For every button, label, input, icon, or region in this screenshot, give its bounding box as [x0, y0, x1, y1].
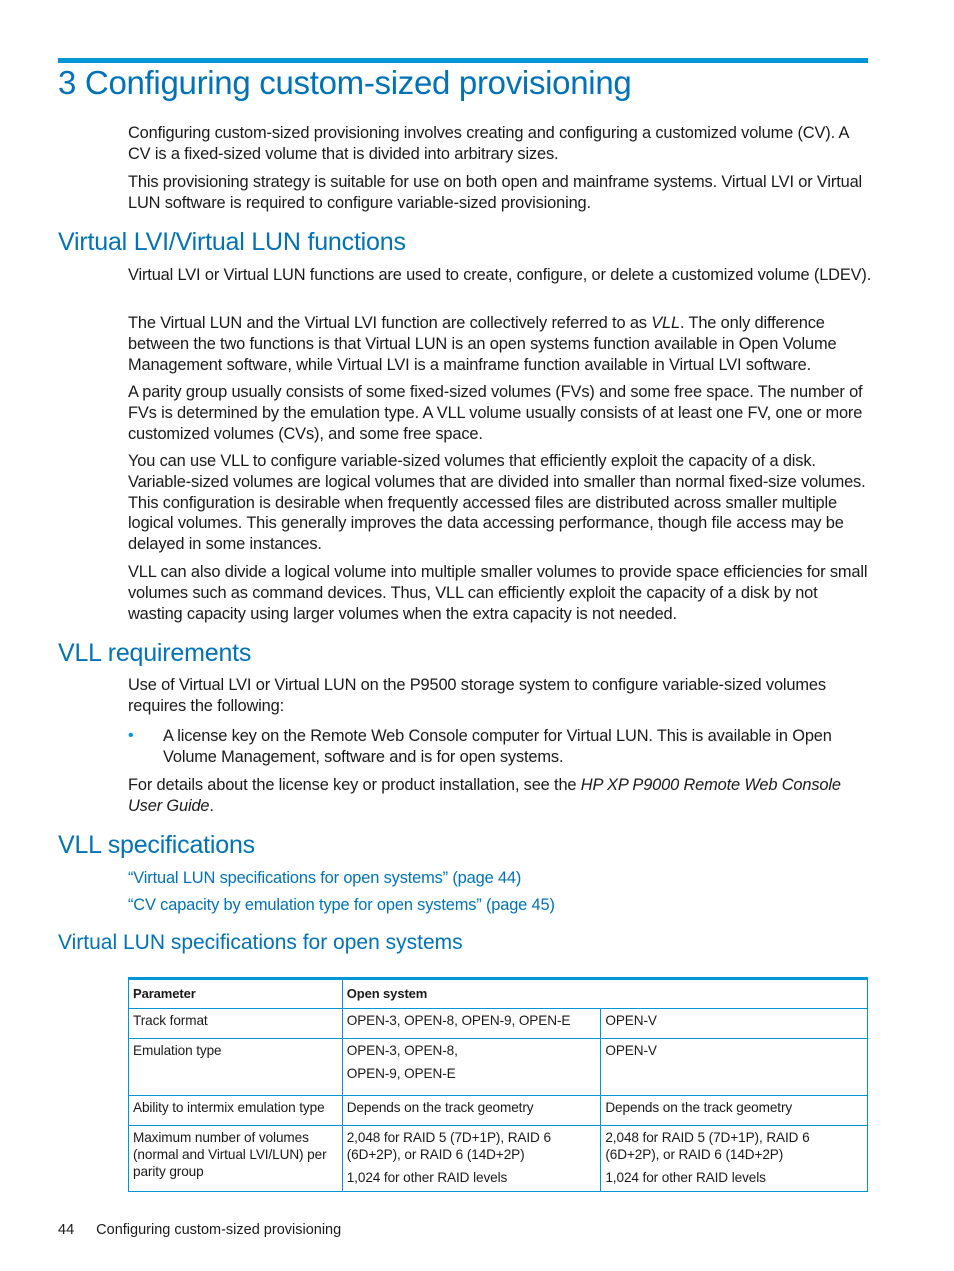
vll-requirements-paragraph-1: Use of Virtual LVI or Virtual LUN on the P9500 storage system to configure variable-sized volumes requires the following: — [128, 676, 826, 715]
table-cell: Maximum number of volumes (normal and Virtual LVI/LUN) per parity group — [129, 1126, 343, 1192]
link-virtual-lun-specifications[interactable]: “Virtual LUN specifications for open systems” (page 44) — [128, 869, 522, 887]
table-cell: Depends on the track geometry — [342, 1096, 601, 1126]
chapter-title: 3 Configuring custom-sized provisioning — [58, 64, 632, 101]
specifications-table — [128, 977, 868, 1192]
vll-functions-paragraph-5: VLL can also divide a logical volume into multiple smaller volumes to provide space efficiencies for small volumes such as command devices. Thus, VLL can efficiently exploit the capacity of a disk by not wasting capacity using larger volumes when the extra capacity is not needed. — [128, 563, 868, 623]
table-header-cell: Open system — [342, 979, 867, 1009]
table-header-cell: Parameter — [129, 979, 343, 1009]
intro-paragraph-1: Configuring custom-sized provisioning involves creating and configuring a customized volume (CV). A CV is a fixed-sized volume that is divided into arbitrary sizes. — [128, 124, 849, 163]
vll-functions-paragraph-1: Virtual LVI or Virtual LUN functions are used to create, configure, or delete a customized volume (LDEV). — [128, 266, 872, 284]
subsection-heading-virtual-lun-specs: Virtual LUN specifications for open systems — [58, 931, 463, 954]
table-header-row — [129, 979, 868, 1009]
table-row — [129, 1096, 868, 1126]
table-cell: OPEN-3, OPEN-8, OPEN-9, OPEN-E — [342, 1039, 601, 1096]
vll-functions-paragraph-4: You can use VLL to configure variable-sized volumes that efficiently exploit the capacity of a disk. Variable-sized volumes are logical volumes that are divided into smaller than normal fixed-size volumes. This configuration is desirable when frequently accessed files are distributed across smaller multiple logical volumes. This generally improves the data accessing performance, though file access may be delayed in some instances. — [128, 452, 866, 554]
vll-functions-paragraph-2: The Virtual LUN and the Virtual LVI function are collectively referred to as VLL. The only difference between the two functions is that Virtual LUN is an open systems function available in Open Volume Management software, while Virtual LVI is a mainframe function available in Virtual LVI software. — [128, 314, 837, 374]
page-footer — [58, 1222, 341, 1238]
vll-requirements-paragraph-2: For details about the license key or product installation, see the HP XP P9000 Remote Web Console User Guide. — [128, 776, 841, 815]
table-cell: Track format — [129, 1009, 343, 1039]
table-cell: Depends on the track geometry — [601, 1096, 868, 1126]
list-item — [128, 726, 872, 768]
table-row — [129, 1126, 868, 1192]
table-cell: OPEN-V — [601, 1009, 868, 1039]
vll-functions-paragraph-3: A parity group usually consists of some fixed-sized volumes (FVs) and some free space. The number of FVs is determined by the emulation type. A VLL volume usually consists of at least one FV, one or more customized volumes (CVs), and some free space. — [128, 383, 863, 443]
link-cv-capacity[interactable]: “CV capacity by emulation type for open systems” (page 45) — [128, 896, 555, 914]
footer-title: Configuring custom-sized provisioning — [96, 1222, 342, 1238]
table-cell: 2,048 for RAID 5 (7D+1P), RAID 6 (6D+2P), or RAID 6 (14D+2P) 1,024 for other RAID levels — [342, 1126, 601, 1192]
table-cell: OPEN-3, OPEN-8, OPEN-9, OPEN-E — [342, 1009, 601, 1039]
table-cell: Emulation type — [129, 1039, 343, 1096]
section-heading-vll-specifications: VLL specifications — [58, 831, 255, 859]
page-number: 44 — [58, 1222, 75, 1238]
table-cell: OPEN-V — [601, 1039, 868, 1096]
intro-paragraph-2: This provisioning strategy is suitable for use on both open and mainframe systems. Virtual LVI or Virtual LUN software is required to configure variable-sized provisioning. — [128, 173, 863, 212]
table-cell: 2,048 for RAID 5 (7D+1P), RAID 6 (6D+2P), or RAID 6 (14D+2P) 1,024 for other RAID levels — [601, 1126, 868, 1192]
top-rule — [58, 58, 868, 63]
table-row — [129, 1039, 868, 1096]
bullet-icon: • — [128, 727, 134, 744]
bullet-text: A license key on the Remote Web Console computer for Virtual LUN. This is available in Open Volume Management, software and is for open systems. — [163, 727, 832, 766]
section-heading-vll-requirements: VLL requirements — [58, 639, 252, 667]
section-heading-vll-functions: Virtual LVI/Virtual LUN functions — [58, 228, 406, 256]
table-row — [129, 1009, 868, 1039]
table-cell: Ability to intermix emulation type — [129, 1096, 343, 1126]
